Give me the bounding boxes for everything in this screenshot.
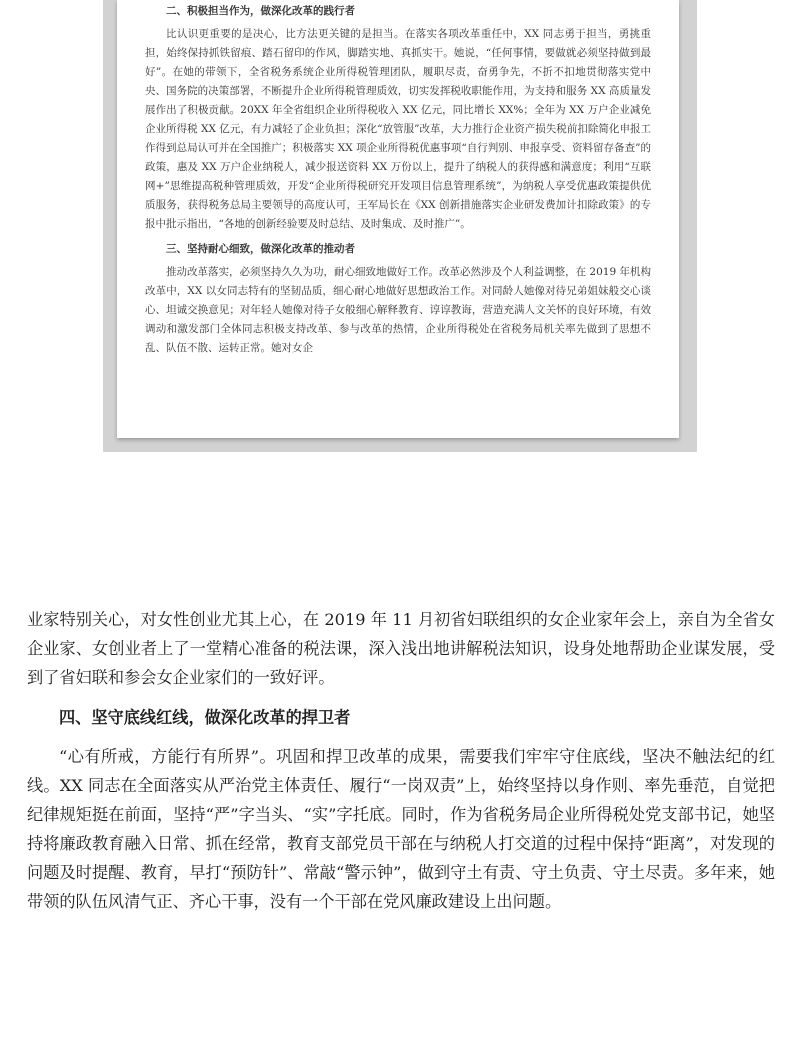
section4-heading: 四、坚守底线红线，做深化改革的捍卫者 [59, 708, 351, 727]
preview-section3-heading: 三、坚持耐心细致，做深化改革的推动者 [166, 243, 355, 255]
main-text-block [27, 605, 775, 916]
preview-section2-paragraph: 比认识更重要的是决心，比方法更关键的是担当。在落实各项改革重任中，XX 同志勇于担当，勇挑重担，始终保持抓铁留痕、踏石留印的作风，脚踏实地、真抓实干。她说，“任何事情，要做就必须坚持做到最好”。在她的带领下，全省税务系统企业所得税管理团队，履职尽责，奋勇争先，不折不扣地贯彻落实党中央、国务院的决策部署，不断提升企业所得税管理质效，切实发挥税收职能作用，为支持和服务 XX 高质量发展作出了积极贡献。20XX 年全省组织企业所得税收入 XX 亿元，同比增长 XX%；全年为 XX 万户企业减免企业所得税 XX 亿元，有力减轻了企业负担；深化“放管服”改革，大力推行企业资产损失税前扣除简化申报工作得到总局认可并在全国推广；积极落实 XX 项企业所得税优惠事项“自行判别、申报享受、资料留存备查”的政策，惠及 XX 万户企业纳税人，减少报送资料 XX 万份以上，提升了纳税人的获得感和满意度；利用“互联网+”思维提高税种管理质效，开发“企业所得税研究开发项目信息管理系统”，为纳税人享受优惠政策提供优质服务，获得税务总局主要领导的高度认可，王军局长在《XX 创新措施落实企业研发费加计扣除政策》的专报中批示指出，“各地的创新经验要及时总结、及时集成、及时推广”。 [145, 28, 651, 230]
section4-paragraph: “心有所戒，方能行有所界”。巩固和捍卫改革的成果，需要我们牢牢守住底线，坚决不触法纪的红线。XX 同志在全面落实从严治党主体责任、履行“一岗双责”上，始终坚持以身作则、率先垂范，自觉把纪律规矩挺在前面，坚持“严”字当头、“实”字托底。同时，作为省税务局企业所得税处党支部书记，她坚持将廉政教育融入日常、抓在经常，教育支部党员干部在与纳税人打交道的过程中保持“距离”，对发现的问题及时提醒、教育，早打“预防针”、常敲“警示钟”，做到守土有责、守土负责、守土尽责。多年来，她带领的队伍风清气正、齐心干事，没有一个干部在党风廉政建设上出问题。 [27, 747, 775, 911]
preview-content [117, 0, 679, 358]
page-preview-backdrop [103, 0, 697, 452]
continuation-paragraph: 业家特别关心，对女性创业尤其上心，在 2019 年 11 月初省妇联组织的女企业家年会上，亲自为全省女企业家、女创业者上了一堂精心准备的税法课，深入浅出地讲解税法知识，设身处地帮助企业谋发展，受到了省妇联和参会女企业家们的一致好评。 [27, 610, 775, 687]
page-preview [117, 0, 679, 438]
preview-section3-paragraph: 推动改革落实，必须坚持久久为功，耐心细致地做好工作。改革必然涉及个人利益调整，在 2019 年机构改革中，XX 以女同志特有的坚韧品质，细心耐心地做好思想政治工作。对同龄人她像对待兄弟姐妹般交心谈心、坦诚交换意见；对年轻人她像对待子女般细心解释教育、谆谆教诲，营造充满人文关怀的良好环境，有效调动和激发部门全体同志积极支持改革、参与改革的热情，企业所得税处在省税务局机关率先做到了思想不乱、队伍不散、运转正常。她对女企 [145, 266, 651, 354]
preview-section2-heading: 二、积极担当作为，做深化改革的践行者 [166, 5, 355, 17]
